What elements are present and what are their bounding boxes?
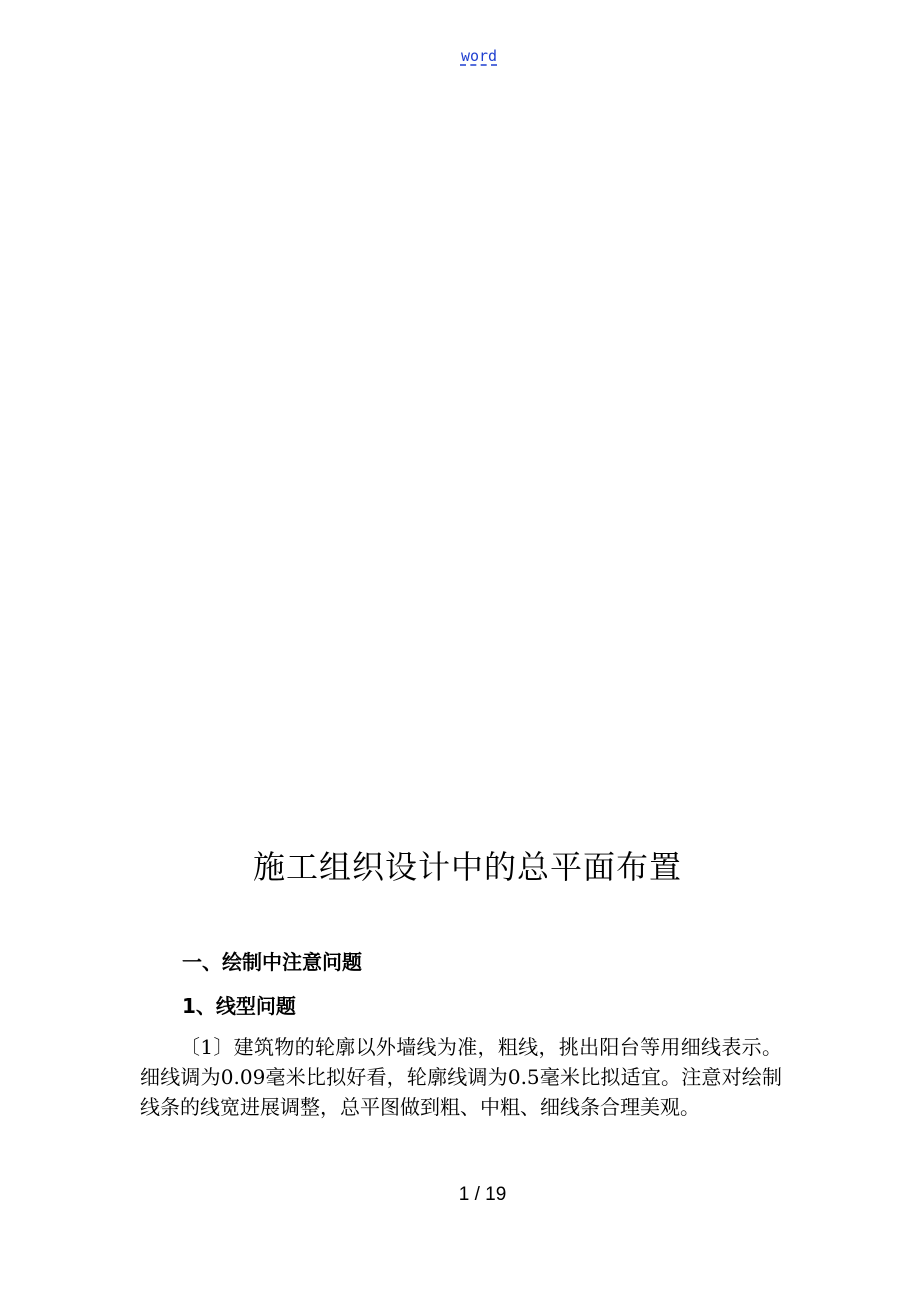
subsection-heading: 1、线型问题 xyxy=(182,994,296,1018)
body-paragraph: 〔1〕建筑物的轮廓以外墙线为准，粗线，挑出阳台等用细线表示。细线调为0.09毫米比拟好看，轮廓线调为0.5毫米比拟适宜。注意对绘制线条的线宽进展调整，总平图做到粗、中粗、细线条合理美观。 xyxy=(140,1035,782,1119)
page-indicator: 1 / 19 xyxy=(458,1184,507,1205)
document-title: 施工组织设计中的总平面布置 xyxy=(252,848,682,886)
section-heading: 一、绘制中注意问题 xyxy=(182,950,362,974)
header-link-text[interactable]: word xyxy=(460,47,498,65)
header-word-link[interactable] xyxy=(0,47,920,65)
